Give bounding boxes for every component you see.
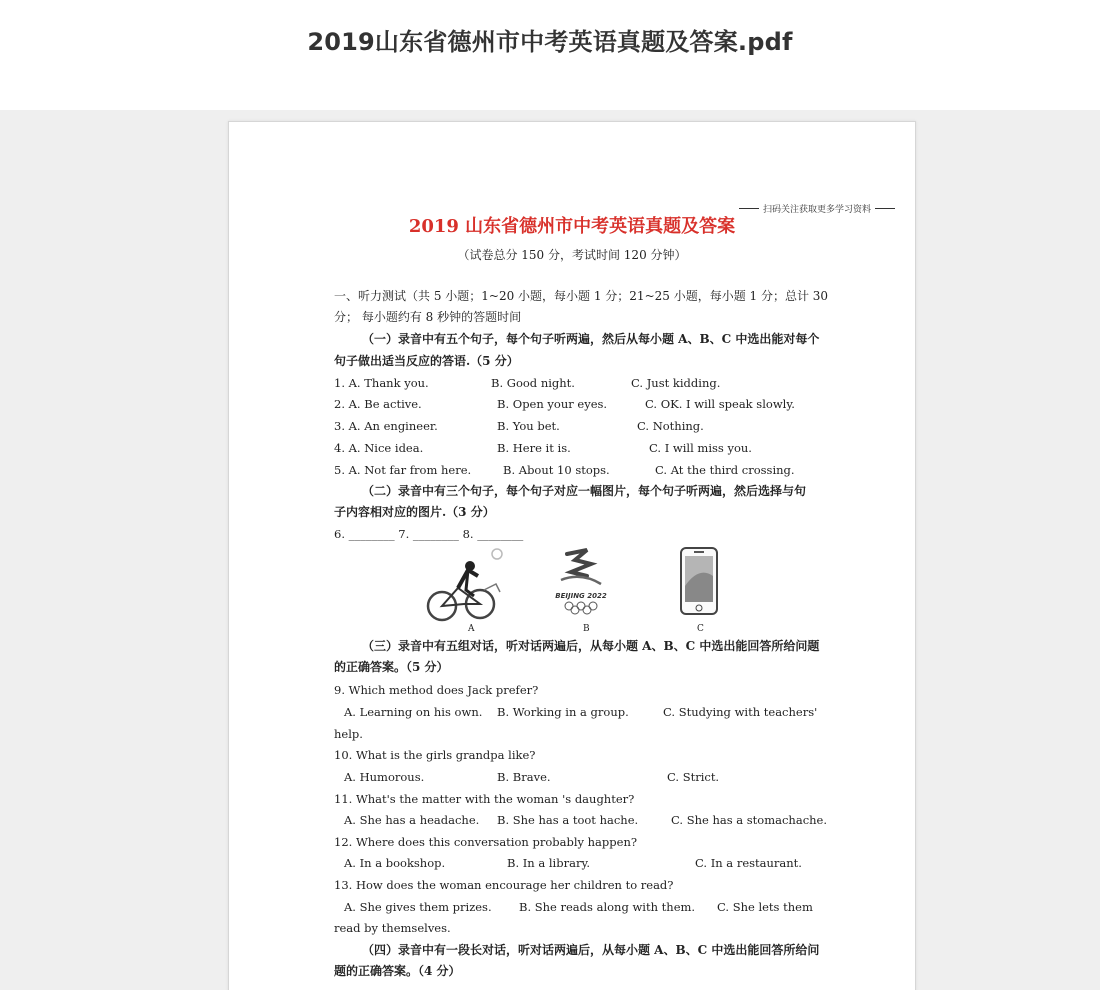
q5-option-b: B. About 10 stops.	[503, 463, 610, 477]
document-header	[0, 0, 1100, 110]
smartphone-image	[679, 546, 723, 632]
part1-line1: （一）录音中有五个句子，每个句子听两遍，然后从每小题 A、B、C 中选出能对每个	[362, 332, 820, 346]
q13-option-b: B. She reads along with them.	[519, 900, 696, 914]
beijing-2022-caption: BEIJING 2022	[555, 592, 607, 600]
q12-option-a: A. In a bookshop.	[344, 856, 446, 870]
q1-option-a: 1. A. Thank you.	[334, 376, 429, 390]
q2-option-a: 2. A. Be active.	[334, 397, 422, 411]
q1-option-c: C. Just kidding.	[631, 376, 721, 390]
q12-question: 12. Where does this conversation probably happen?	[334, 835, 638, 849]
q13-question: 13. How does the woman encourage her children to read?	[334, 878, 674, 892]
q11-option-a: A. She has a headache.	[344, 813, 480, 827]
q4-option-a: 4. A. Nice idea.	[334, 441, 424, 455]
exam-title: 2019 山东省德州市中考英语真题及答案	[408, 216, 736, 237]
q3-option-c: C. Nothing.	[637, 419, 704, 433]
q13-option-c: C. She lets them	[717, 900, 813, 914]
section1-line1: 一、听力测试（共 5 小题；1~20 小题，每小题 1 分；21~25 小题，每小题 1 分；总计 30	[334, 289, 829, 303]
exam-subtitle: （试卷总分 150 分，考试时间 120 分钟）	[457, 248, 687, 262]
part3-line2: 的正确答案。（5 分）	[334, 660, 449, 674]
answer-blanks: 6. ________ 7. ________ 8. ________	[334, 527, 524, 541]
part1-line2: 句子做出适当反应的答语.（5 分）	[334, 354, 519, 368]
q11-question: 11. What's the matter with the woman 's daughter?	[334, 792, 635, 806]
q13-continuation: read by themselves.	[334, 921, 451, 935]
image-c-label: C	[697, 624, 704, 634]
q12-option-b: B. In a library.	[507, 856, 591, 870]
document-title: 2019山东省德州市中考英语真题及答案.pdf	[307, 28, 793, 56]
part2-line2: 子内容相对应的图片.（3 分）	[334, 505, 495, 519]
part2-line1: （二）录音中有三个句子，每个句子对应一幅图片，每个句子听两遍，然后选择与句	[362, 484, 807, 498]
cyclist-image	[424, 546, 504, 632]
q9-option-a: A. Learning on his own.	[344, 705, 483, 719]
q4-option-b: B. Here it is.	[497, 441, 571, 455]
q2-option-b: B. Open your eyes.	[497, 397, 608, 411]
beijing-2022-logo-image	[551, 546, 611, 632]
part3-line1: （三）录音中有五组对话，听对话两遍后，从每小题 A、B、C 中选出能回答所给问题	[362, 639, 820, 653]
q12-option-c: C. In a restaurant.	[695, 856, 802, 870]
q4-option-c: C. I will miss you.	[649, 441, 752, 455]
q10-option-c: C. Strict.	[667, 770, 720, 784]
q1-option-b: B. Good night.	[491, 376, 575, 390]
q11-option-c: C. She has a stomachache.	[671, 813, 827, 827]
q5-option-c: C. At the third crossing.	[655, 463, 795, 477]
q11-option-b: B. She has a toot hache.	[497, 813, 639, 827]
image-b-label: B	[583, 624, 590, 634]
q3-option-b: B. You bet.	[497, 419, 560, 433]
pdf-page	[228, 121, 916, 990]
scan-note-text: 扫码关注获取更多学习资料	[762, 205, 871, 215]
q10-question: 10. What is the girls grandpa like?	[334, 748, 536, 762]
image-a-label: A	[468, 624, 475, 634]
q9-continuation: help.	[334, 727, 363, 741]
part4-line1: （四）录音中有一段长对话，听对话两遍后，从每小题 A、B、C 中选出能回答所给问	[362, 943, 820, 957]
q9-option-c: C. Studying with teachers'	[663, 705, 818, 719]
q2-option-c: C. OK. I will speak slowly.	[645, 397, 795, 411]
section1-line2: 分； 每小题约有 8 秒钟的答题时间	[334, 310, 522, 324]
q13-option-a: A. She gives them prizes.	[344, 900, 492, 914]
q9-question: 9. Which method does Jack prefer?	[334, 683, 539, 697]
q10-option-b: B. Brave.	[497, 770, 551, 784]
pdf-viewer[interactable]	[0, 110, 1100, 990]
part4-line2: 题的正确答案。（4 分）	[334, 964, 461, 978]
q3-option-a: 3. A. An engineer.	[334, 419, 438, 433]
q9-option-b: B. Working in a group.	[497, 705, 629, 719]
q5-option-a: 5. A. Not far from here.	[334, 463, 472, 477]
q10-option-a: A. Humorous.	[344, 770, 425, 784]
